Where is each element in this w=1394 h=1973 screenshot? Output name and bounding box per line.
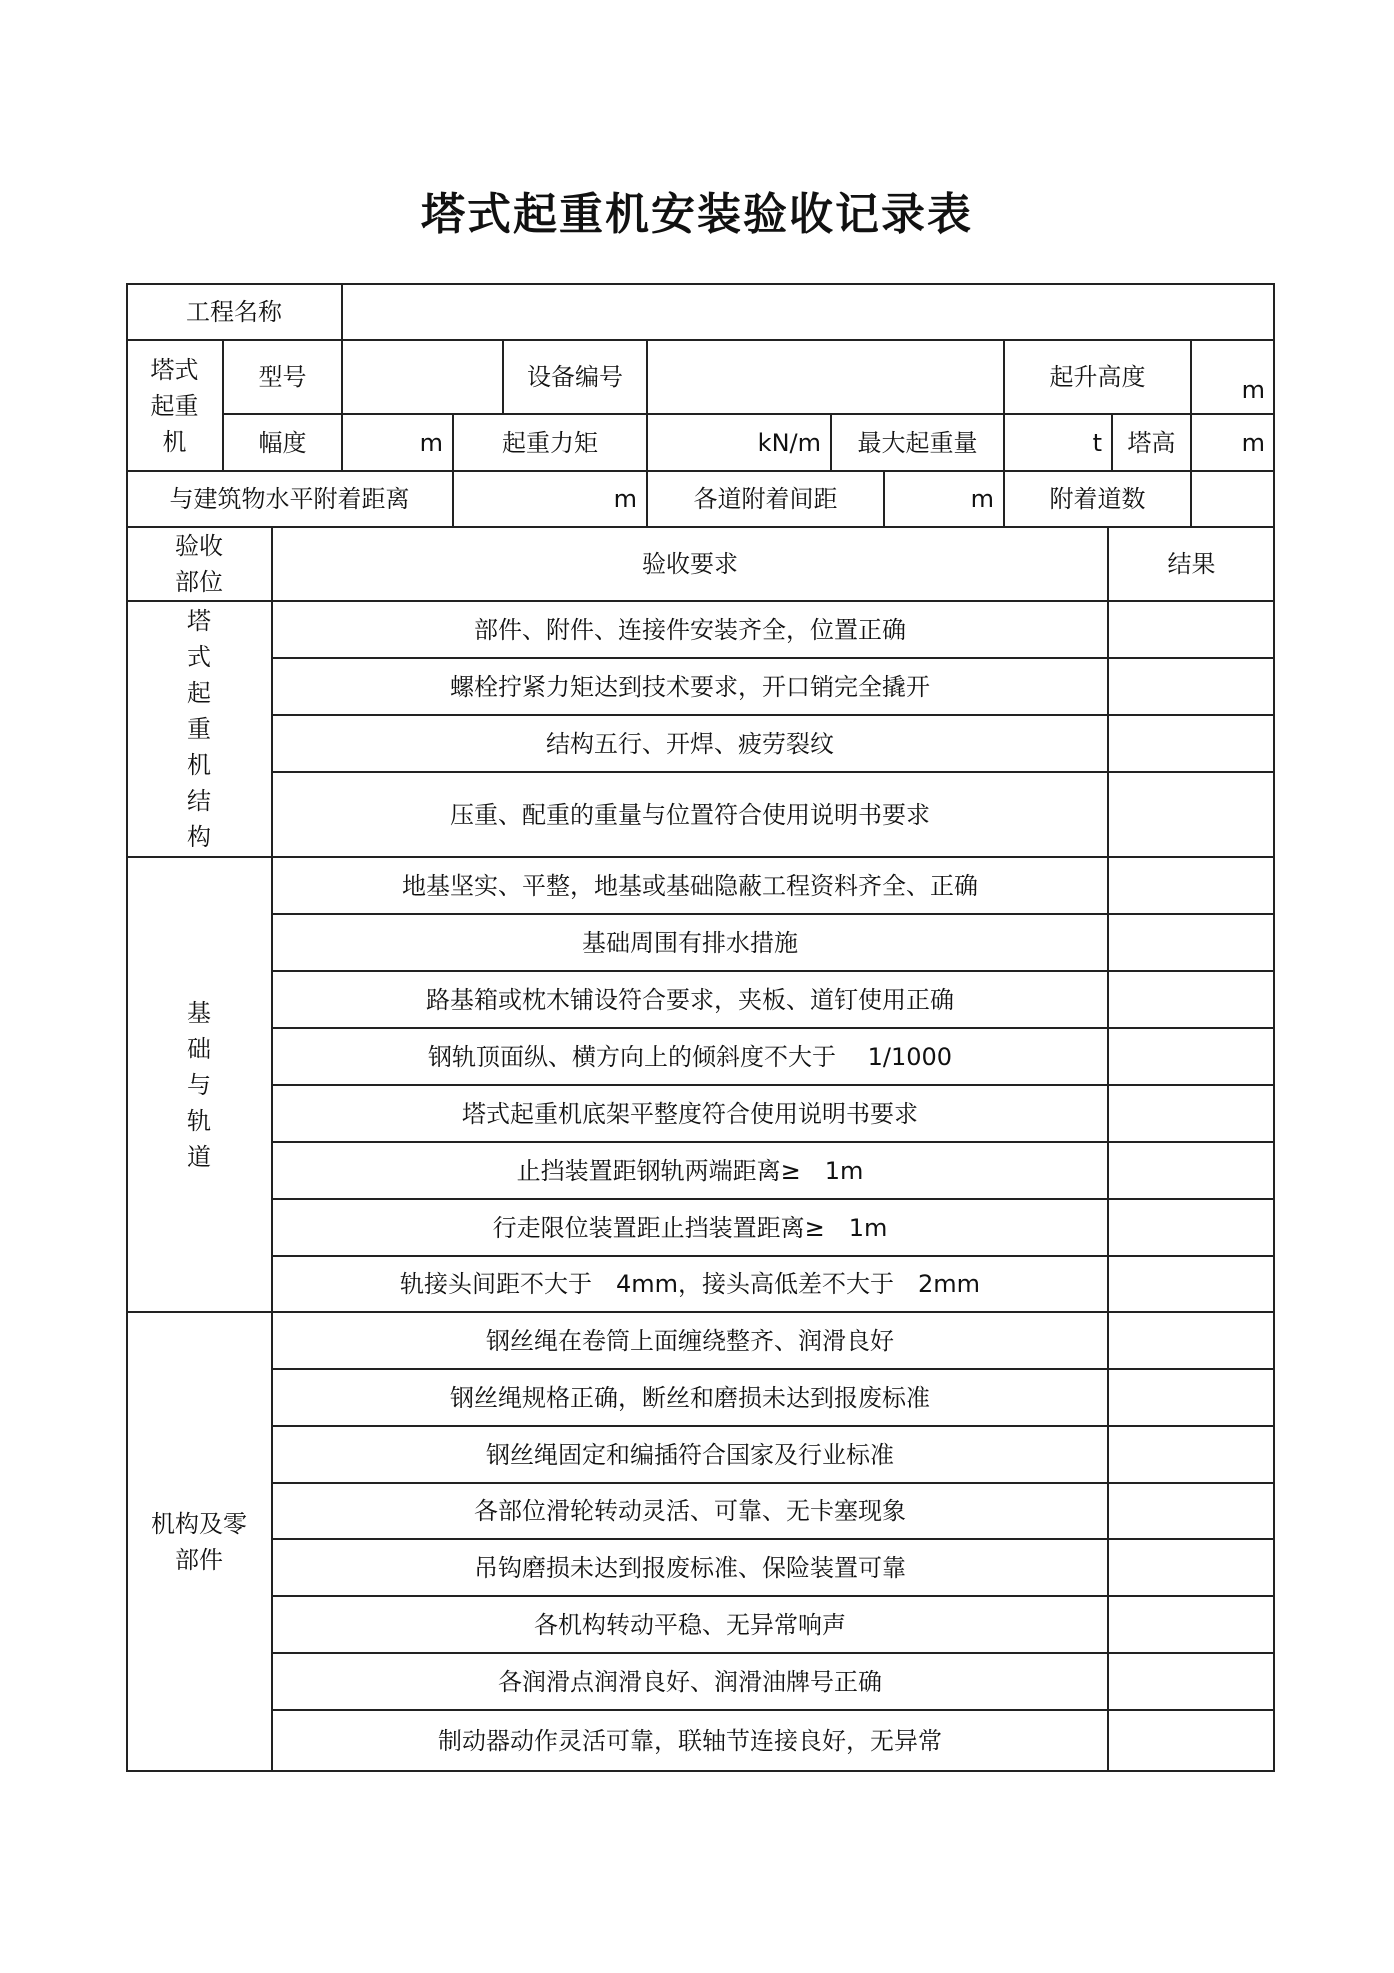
requirement-item: 压重、配重的重量与位置符合使用说明书要求 xyxy=(450,800,930,829)
result-field[interactable] xyxy=(1108,715,1275,772)
attach-spacing-unit: m xyxy=(970,485,994,513)
equipment-no-label: 设备编号 xyxy=(527,363,623,391)
requirement-item: 轨接头间距不大于 4mm，接头高低差不大于 2mm xyxy=(399,1270,981,1298)
result-field[interactable] xyxy=(1108,1199,1275,1256)
tower-height-label: 塔高 xyxy=(1127,428,1176,457)
requirement-item: 路基箱或枕木铺设符合要求，夹板、道钉使用正确 xyxy=(426,985,954,1014)
model-label: 型号 xyxy=(258,363,307,391)
result-field[interactable] xyxy=(1108,1142,1275,1199)
max-load-label: 最大起重量 xyxy=(857,428,978,457)
range-unit: m xyxy=(419,428,443,457)
requirement-item: 吊钩磨损未达到报废标准、保险装置可靠 xyxy=(474,1553,906,1582)
requirement-item: 钢丝绳在卷筒上面缠绕整齐、润滑良好 xyxy=(486,1326,894,1355)
range-label: 幅度 xyxy=(258,428,307,457)
requirement-item: 地基坚实、平整，地基或基础隐蔽工程资料齐全、正确 xyxy=(402,871,978,900)
section-label-structure: 塔式起重机结构 xyxy=(187,607,211,851)
requirement-item: 螺栓拧紧力矩达到技术要求，开口销完全撬开 xyxy=(450,672,930,701)
requirement-item: 各部位滑轮转动灵活、可靠、无卡塞现象 xyxy=(474,1497,906,1525)
result-field[interactable] xyxy=(1108,1369,1275,1426)
requirement-item: 各润滑点润滑良好、润滑油牌号正确 xyxy=(498,1667,882,1696)
page-title: 塔式起重机安装验收记录表 xyxy=(421,189,973,240)
result-field[interactable] xyxy=(1108,1426,1275,1483)
result-field[interactable] xyxy=(1108,971,1275,1028)
requirement-item: 钢丝绳固定和编插符合国家及行业标准 xyxy=(486,1440,894,1469)
result-field[interactable] xyxy=(1108,1028,1275,1085)
section-label-foundation: 基础与轨道 xyxy=(187,998,211,1171)
attach-distance-label: 与建筑物水平附着距离 xyxy=(169,485,410,513)
column-header-requirement: 验收要求 xyxy=(642,550,738,578)
project-name-field[interactable] xyxy=(342,283,1275,340)
result-field[interactable] xyxy=(1108,1483,1275,1539)
crane-label: 塔式起重机 xyxy=(150,355,199,456)
moment-unit: kN/m xyxy=(757,428,821,457)
result-field[interactable] xyxy=(1108,1085,1275,1142)
result-field[interactable] xyxy=(1108,1256,1275,1312)
result-field[interactable] xyxy=(1108,1710,1275,1772)
column-header-result: 结果 xyxy=(1167,550,1216,578)
requirement-item: 塔式起重机底架平整度符合使用说明书要求 xyxy=(462,1099,918,1128)
requirement-item: 基础周围有排水措施 xyxy=(582,928,798,957)
result-field[interactable] xyxy=(1108,772,1275,857)
attach-distance-unit: m xyxy=(613,485,637,513)
attach-count-label: 附着道数 xyxy=(1049,485,1146,513)
lift-height-label: 起升高度 xyxy=(1049,363,1146,391)
result-field[interactable] xyxy=(1108,914,1275,971)
requirement-item: 制动器动作灵活可靠，联轴节连接良好，无异常 xyxy=(438,1727,942,1755)
requirement-item: 各机构转动平稳、无异常响声 xyxy=(534,1610,846,1639)
inspection-table xyxy=(126,283,1275,1772)
tower-height-unit: m xyxy=(1241,428,1265,457)
requirement-item: 钢轨顶面纵、横方向上的倾斜度不大于 1/1000 xyxy=(427,1042,953,1071)
result-field[interactable] xyxy=(1108,601,1275,658)
result-field[interactable] xyxy=(1108,1596,1275,1653)
project-name-label: 工程名称 xyxy=(186,297,282,326)
attach-spacing-label: 各道附着间距 xyxy=(693,485,838,513)
column-header-part: 验收部位 xyxy=(175,532,223,596)
moment-label: 起重力矩 xyxy=(502,428,598,457)
result-field[interactable] xyxy=(1108,658,1275,715)
attach-count-field[interactable] xyxy=(1191,471,1275,527)
equipment-no-field[interactable] xyxy=(647,340,1004,414)
result-field[interactable] xyxy=(1108,1653,1275,1710)
requirement-item: 结构五行、开焊、疲劳裂纹 xyxy=(546,729,834,758)
result-field[interactable] xyxy=(1108,1539,1275,1596)
requirement-item: 钢丝绳规格正确，断丝和磨损未达到报废标准 xyxy=(450,1383,930,1412)
result-field[interactable] xyxy=(1108,857,1275,914)
section-label-mechanism: 机构及零部件 xyxy=(151,1510,247,1574)
requirement-item: 部件、附件、连接件安装齐全，位置正确 xyxy=(474,615,906,644)
lift-height-unit: m xyxy=(1241,376,1265,404)
result-field[interactable] xyxy=(1108,1312,1275,1369)
model-field[interactable] xyxy=(342,340,503,414)
requirement-item: 行走限位装置距止挡装置距离≥ 1m xyxy=(492,1213,888,1242)
max-load-unit: t xyxy=(1092,428,1102,457)
requirement-item: 止挡装置距钢轨两端距离≥ 1m xyxy=(516,1156,864,1185)
